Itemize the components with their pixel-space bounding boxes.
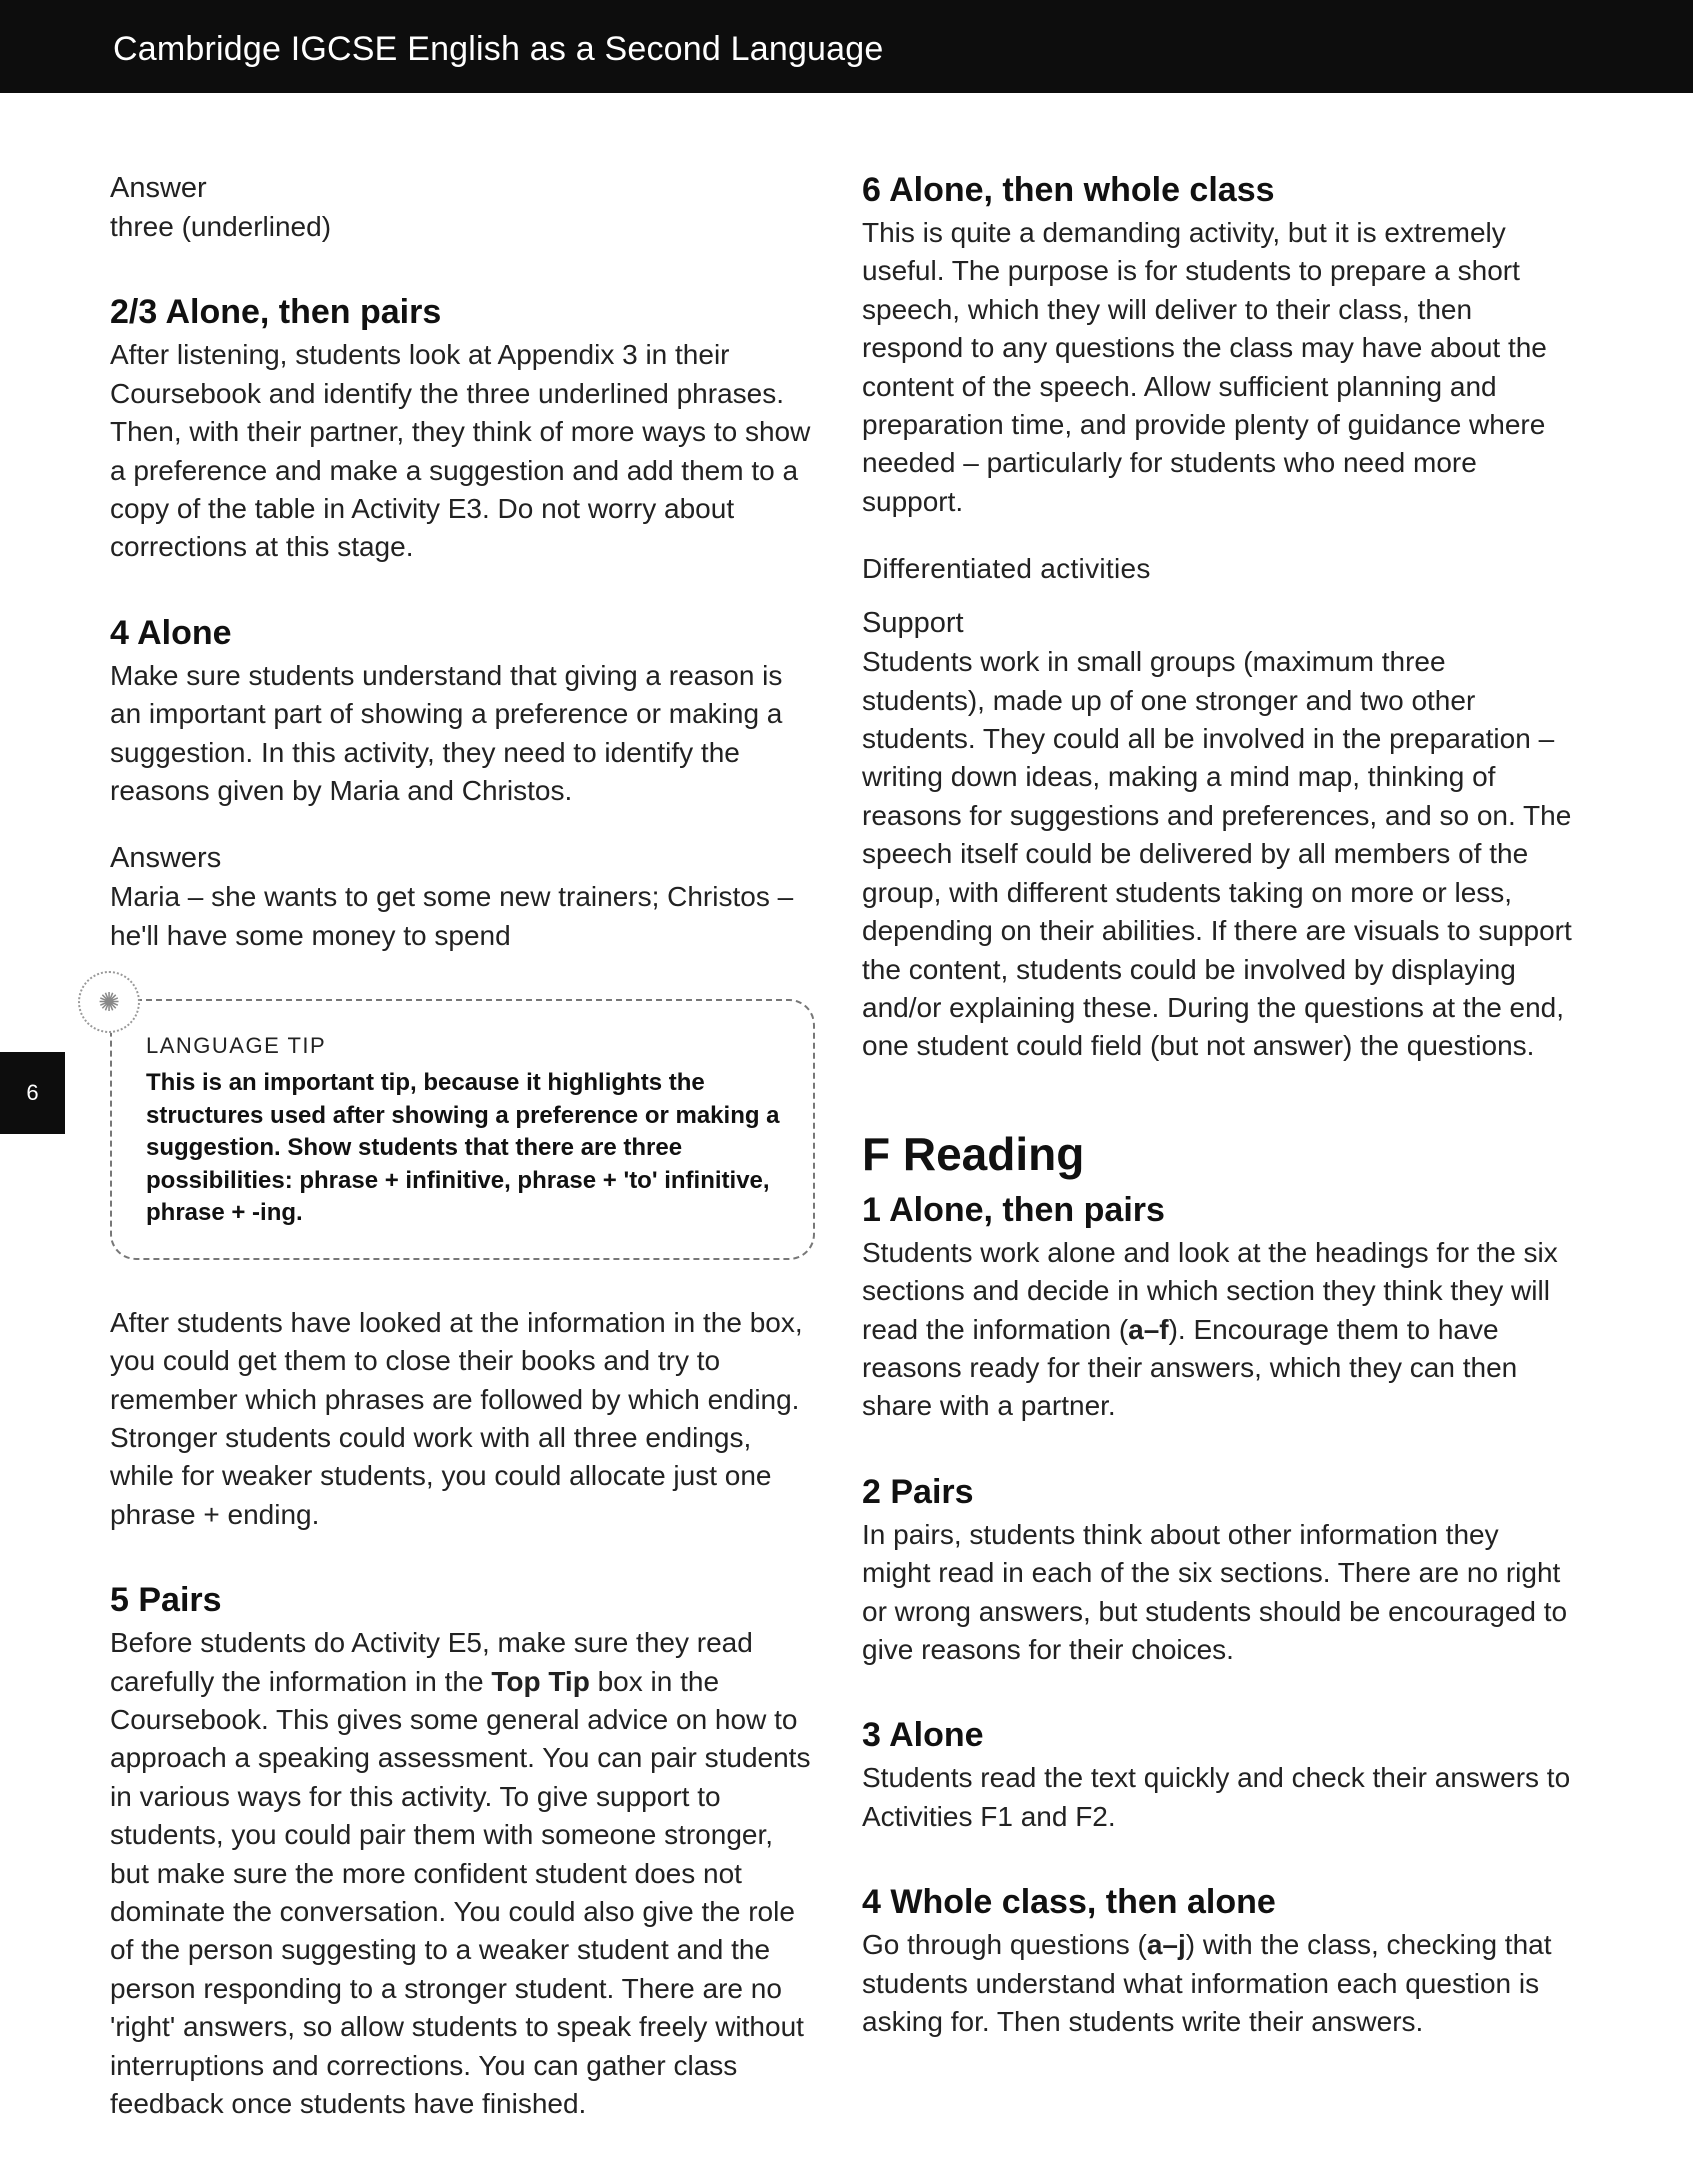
page-number-tab: 6 [0, 1052, 65, 1134]
section-f2-heading: 2 Pairs [862, 1472, 974, 1511]
answers-text: Maria – she wants to get some new trainers; Christos – he'll have some money to spend [110, 881, 794, 951]
section-6-heading: 6 Alone, then whole class [862, 171, 1275, 209]
section-f4-text: Go through questions (a–j) with the class, checking that students understand what information each question is asking for. Then students write their answers. [862, 1929, 1552, 2037]
section-5-text: Before students do Activity E5, make sure they read carefully the information in the Top Tip box in the Coursebook. This gives some general advice on how to approach a speaking assessment. You can pair students in various ways for this activity. To give support to students, you could pair them with someone stronger, but make sure the more confident student does not dominate the conversation. You could also give the role of the person suggesting to a weaker student and the person responding to a stronger student. There are no 'right' answers, so allow students to speak freely without interruptions and corrections. You can gather class feedback once students have finished. [110, 1627, 811, 2120]
differentiated-activities-label: Differentiated activities [862, 553, 1151, 585]
right-column [862, 168, 1572, 2041]
language-tip-title: LANGUAGE TIP [146, 1033, 327, 1059]
answer-text: three (underlined) [110, 211, 332, 242]
answer-label: Answer [110, 172, 207, 204]
language-tip-box [98, 986, 815, 1260]
section-f1-heading: 1 Alone, then pairs [862, 1190, 1165, 1229]
section-6-text: This is quite a demanding activity, but it is extremely useful. The purpose is for students to prepare a short speech, which they will deliver to their class, then respond to any questions the class may have about the content of the speech. Allow sufficient planning and preparation time, and provide plenty of guidance where needed – particularly for students who need more support. [862, 217, 1547, 517]
book-title: Cambridge IGCSE English as a Second Language [113, 30, 884, 68]
answers-label: Answers [110, 842, 222, 875]
section-4-text: Make sure students understand that giving a reason is an important part of showing a preference or making a suggestion. In this activity, they need to identify the reasons given by Maria and Christos. [110, 659, 783, 807]
section-f3-heading: 3 Alone [862, 1716, 984, 1755]
f-reading-heading: F Reading [862, 1127, 1085, 1180]
header-bar [0, 0, 1693, 93]
section-f3-text: Students read the text quickly and check their answers to Activities F1 and F2. [862, 1762, 1571, 1832]
section-f1-text: Students work alone and look at the headings for the six sections and decide in which section they think they will read the information (a–f). Encourage them to have reasons ready for their answers, which they can then share with a partner. [862, 1236, 1558, 1422]
lightbulb-icon: ✺ [78, 971, 140, 1033]
top-tip-bold: Top Tip [491, 1665, 590, 1697]
section-5-heading: 5 Pairs [110, 1581, 222, 1620]
after-tip-text: After students have looked at the information in the box, you could get them to close their books and try to remember which phrases are followed by which ending. Stronger students could work with all three endings, while for weaker students, you could allocate just one phrase + ending. [110, 1306, 803, 1530]
section-2-3-heading: 2/3 Alone, then pairs [110, 293, 442, 332]
support-label: Support [862, 607, 964, 640]
section-4-heading: 4 Alone [110, 613, 232, 652]
support-text: Students work in small groups (maximum three students), made up of one stronger and two other students. They could all be involved in the preparation – writing down ideas, making a mind map, thinking of reasons for suggestions and preferences, and so on. The speech itself could be delivered by all members of the group, with different students taking on more or less, depending on their abilities. If there are visuals to support the content, students could be involved by displaying and/or explaining these. During the questions at the end, one student could field (but not answer) the questions. [862, 646, 1572, 1062]
language-tip-text: This is an important tip, because it highlights the structures used after showing a preference or making a suggestion. Show students that there are three possibilities: phrase + infinitive, phrase + 'to' infinitive, phrase + -ing. [146, 1069, 780, 1227]
left-column [98, 168, 815, 2124]
section-2-3-text: After listening, students look at Appendix 3 in their Coursebook and identify the three underlined phrases. Then, with their partner, they think of more ways to show a preference and make a suggestion and add them to a copy of the table in Activity E3. Do not worry about corrections at this stage. [110, 339, 811, 563]
section-f2-text: In pairs, students think about other information they might read in each of the six sections. There are no right or wrong answers, but students should be encouraged to give reasons for their choices. [862, 1518, 1568, 1665]
section-f4-heading: 4 Whole class, then alone [862, 1883, 1276, 1922]
